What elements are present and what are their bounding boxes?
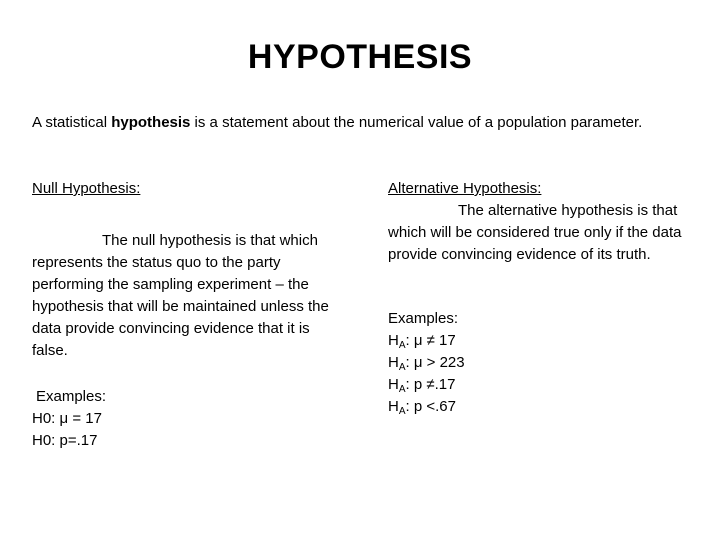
slide-title: HYPOTHESIS xyxy=(247,38,473,76)
null-examples xyxy=(32,386,332,452)
alternative-example-item xyxy=(388,330,688,352)
alternative-example-item xyxy=(388,352,688,374)
null-hypothesis-column xyxy=(32,178,332,452)
example-prefix: H xyxy=(388,332,399,349)
null-hypothesis-heading: Null Hypothesis: xyxy=(32,180,141,197)
intro-paragraph xyxy=(32,112,672,134)
example-rest: : p ≠.17 xyxy=(405,376,456,393)
example-prefix: H xyxy=(388,376,399,393)
intro-text-before: A statistical xyxy=(32,114,112,131)
example-rest: : p <.67 xyxy=(405,398,456,415)
example-subscript: A xyxy=(398,384,406,395)
alternative-hypothesis-heading: Alternative Hypothesis: xyxy=(388,180,542,197)
example-prefix: H xyxy=(388,354,399,371)
alternative-examples-label: Examples: xyxy=(388,310,459,327)
intro-bold-term: hypothesis xyxy=(111,114,191,131)
intro-text-after: is a statement about the numerical value of a population parameter. xyxy=(190,114,643,131)
alternative-hypothesis-description: The alternative hypothesis is that which will be considered true only if the data provide convincing evidence of its truth. xyxy=(388,202,682,263)
example-rest: : μ > 223 xyxy=(405,354,465,371)
example-subscript: A xyxy=(398,362,406,373)
alternative-examples xyxy=(388,308,688,418)
null-hypothesis-description: The null hypothesis is that which represents the status quo to the party performing the sampling experiment – the hypothesis that will be maintained unless the data provide convincing evidence that it is false. xyxy=(32,232,329,359)
example-rest: : μ ≠ 17 xyxy=(405,332,456,349)
alternative-hypothesis-column xyxy=(388,178,688,418)
null-example-item: H0: p=.17 xyxy=(32,432,98,449)
alternative-example-item xyxy=(388,374,688,396)
example-subscript: A xyxy=(398,340,406,351)
alternative-example-item xyxy=(388,396,688,418)
null-examples-label: Examples: xyxy=(36,388,107,405)
example-prefix: H xyxy=(388,398,399,415)
example-subscript: A xyxy=(398,406,406,417)
null-example-item: H0: μ = 17 xyxy=(32,410,102,427)
